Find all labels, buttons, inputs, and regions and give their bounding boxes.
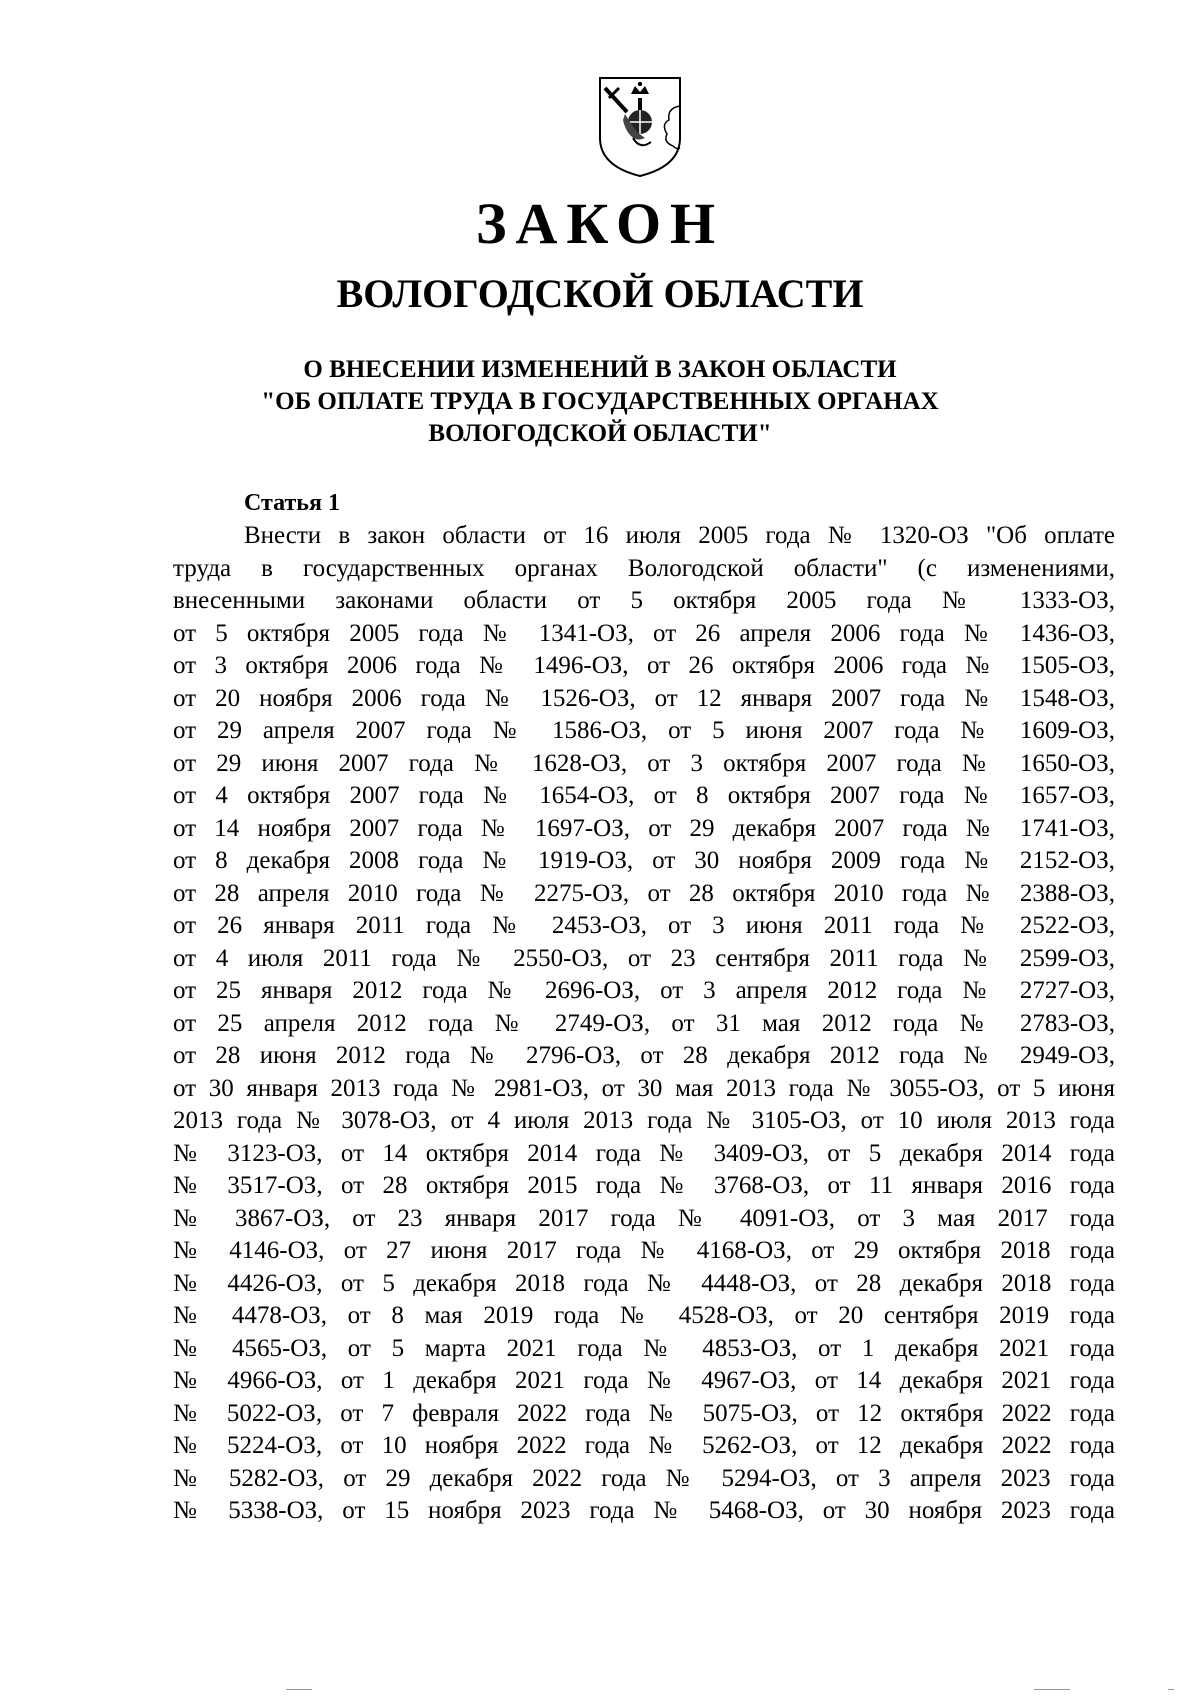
body-line: 2013 года № 3078-ОЗ, от 4 июля 2013 года № 3105-ОЗ, от 10 июля 2013 года bbox=[173, 1107, 1115, 1134]
scan-artifact bbox=[1034, 1689, 1070, 1690]
scan-artifact bbox=[1168, 1689, 1174, 1690]
body-line: от 25 января 2012 года № 2696-ОЗ, от 3 апреля 2012 года № 2727-ОЗ, bbox=[173, 977, 1115, 1004]
body-line: от 4 июля 2011 года № 2550-ОЗ, от 23 сентября 2011 года № 2599-ОЗ, bbox=[173, 944, 1115, 972]
coat-of-arms-icon bbox=[597, 76, 683, 178]
body-line: Внести в закон области от 16 июля 2005 года № 1320-ОЗ "Об оплате bbox=[244, 522, 1115, 549]
body-line: № 3123-ОЗ, от 14 октября 2014 года № 3409-ОЗ, от 5 декабря 2014 года bbox=[173, 1139, 1115, 1167]
body-line: от 25 апреля 2012 года № 2749-ОЗ, от 31 мая 2012 года № 2783-ОЗ, bbox=[173, 1009, 1115, 1037]
body-line: № 4146-ОЗ, от 27 июня 2017 года № 4168-ОЗ, от 29 октября 2018 года bbox=[173, 1237, 1115, 1264]
body-line: от 30 января 2013 года № 2981-ОЗ, от 30 мая 2013 года № 3055-ОЗ, от 5 июня bbox=[173, 1074, 1115, 1102]
body-line: от 5 октября 2005 года № 1341-ОЗ, от 26 апреля 2006 года № 1436-ОЗ, bbox=[173, 619, 1115, 647]
law-subject-line: "ОБ ОПЛАТЕ ТРУДА В ГОСУДАРСТВЕННЫХ ОРГАНАХ bbox=[261, 388, 939, 415]
scan-artifact bbox=[286, 1689, 312, 1690]
body-line: № 4565-ОЗ, от 5 марта 2021 года № 4853-ОЗ, от 1 декабря 2021 года bbox=[173, 1334, 1115, 1362]
law-subject-line: О ВНЕСЕНИИ ИЗМЕНЕНИЙ В ЗАКОН ОБЛАСТИ bbox=[303, 356, 897, 383]
body-line: от 4 октября 2007 года № 1654-ОЗ, от 8 октября 2007 года № 1657-ОЗ, bbox=[173, 782, 1115, 809]
body-line: от 28 апреля 2010 года № 2275-ОЗ, от 28 октября 2010 года № 2388-ОЗ, bbox=[173, 879, 1115, 907]
body-line: от 29 апреля 2007 года № 1586-ОЗ, от 5 июня 2007 года № 1609-ОЗ, bbox=[173, 717, 1115, 744]
body-line: труда в государственных органах Вологодской области" (с изменениями, bbox=[173, 554, 1115, 582]
document-type-title: ЗАКОН bbox=[475, 191, 725, 256]
body-line: от 3 октября 2006 года № 1496-ОЗ, от 26 октября 2006 года № 1505-ОЗ, bbox=[173, 652, 1115, 679]
body-line: от 29 июня 2007 года № 1628-ОЗ, от 3 октября 2007 года № 1650-ОЗ, bbox=[173, 749, 1115, 777]
body-line: № 5282-ОЗ, от 29 декабря 2022 года № 5294-ОЗ, от 3 апреля 2023 года bbox=[173, 1464, 1115, 1492]
body-line: № 5338-ОЗ, от 15 ноября 2023 года № 5468-ОЗ, от 30 ноября 2023 года bbox=[173, 1497, 1115, 1524]
body-line: № 3867-ОЗ, от 23 января 2017 года № 4091-ОЗ, от 3 мая 2017 года bbox=[173, 1204, 1115, 1232]
body-line: от 8 декабря 2008 года № 1919-ОЗ, от 30 ноября 2009 года № 2152-ОЗ, bbox=[173, 847, 1115, 874]
body-line: внесенными законами области от 5 октября 2005 года № 1333-ОЗ, bbox=[173, 587, 1115, 614]
body-line: № 4966-ОЗ, от 1 декабря 2021 года № 4967-ОЗ, от 14 декабря 2021 года bbox=[173, 1367, 1115, 1394]
body-line: от 28 июня 2012 года № 2796-ОЗ, от 28 декабря 2012 года № 2949-ОЗ, bbox=[173, 1042, 1115, 1069]
body-line: № 5022-ОЗ, от 7 февраля 2022 года № 5075-ОЗ, от 12 октября 2022 года bbox=[173, 1399, 1115, 1427]
body-line: № 4478-ОЗ, от 8 мая 2019 года № 4528-ОЗ, от 20 сентября 2019 года bbox=[173, 1302, 1115, 1329]
article-heading: Статья 1 bbox=[244, 490, 340, 516]
body-line: от 14 ноября 2007 года № 1697-ОЗ, от 29 декабря 2007 года № 1741-ОЗ, bbox=[173, 814, 1115, 842]
law-subject bbox=[0, 354, 1200, 450]
article-body bbox=[173, 520, 1115, 1528]
law-subject-line: ВОЛОГОДСКОЙ ОБЛАСТИ" bbox=[428, 420, 772, 447]
body-line: от 26 января 2011 года № 2453-ОЗ, от 3 июня 2011 года № 2522-ОЗ, bbox=[173, 912, 1115, 939]
body-line: № 5224-ОЗ, от 10 ноября 2022 года № 5262-ОЗ, от 12 декабря 2022 года bbox=[173, 1432, 1115, 1459]
body-line: № 4426-ОЗ, от 5 декабря 2018 года № 4448-ОЗ, от 28 декабря 2018 года bbox=[173, 1269, 1115, 1297]
body-line: от 20 ноября 2006 года № 1526-ОЗ, от 12 января 2007 года № 1548-ОЗ, bbox=[173, 684, 1115, 712]
region-title: ВОЛОГОДСКОЙ ОБЛАСТИ bbox=[336, 271, 864, 316]
body-line: № 3517-ОЗ, от 28 октября 2015 года № 3768-ОЗ, от 11 января 2016 года bbox=[173, 1172, 1115, 1199]
